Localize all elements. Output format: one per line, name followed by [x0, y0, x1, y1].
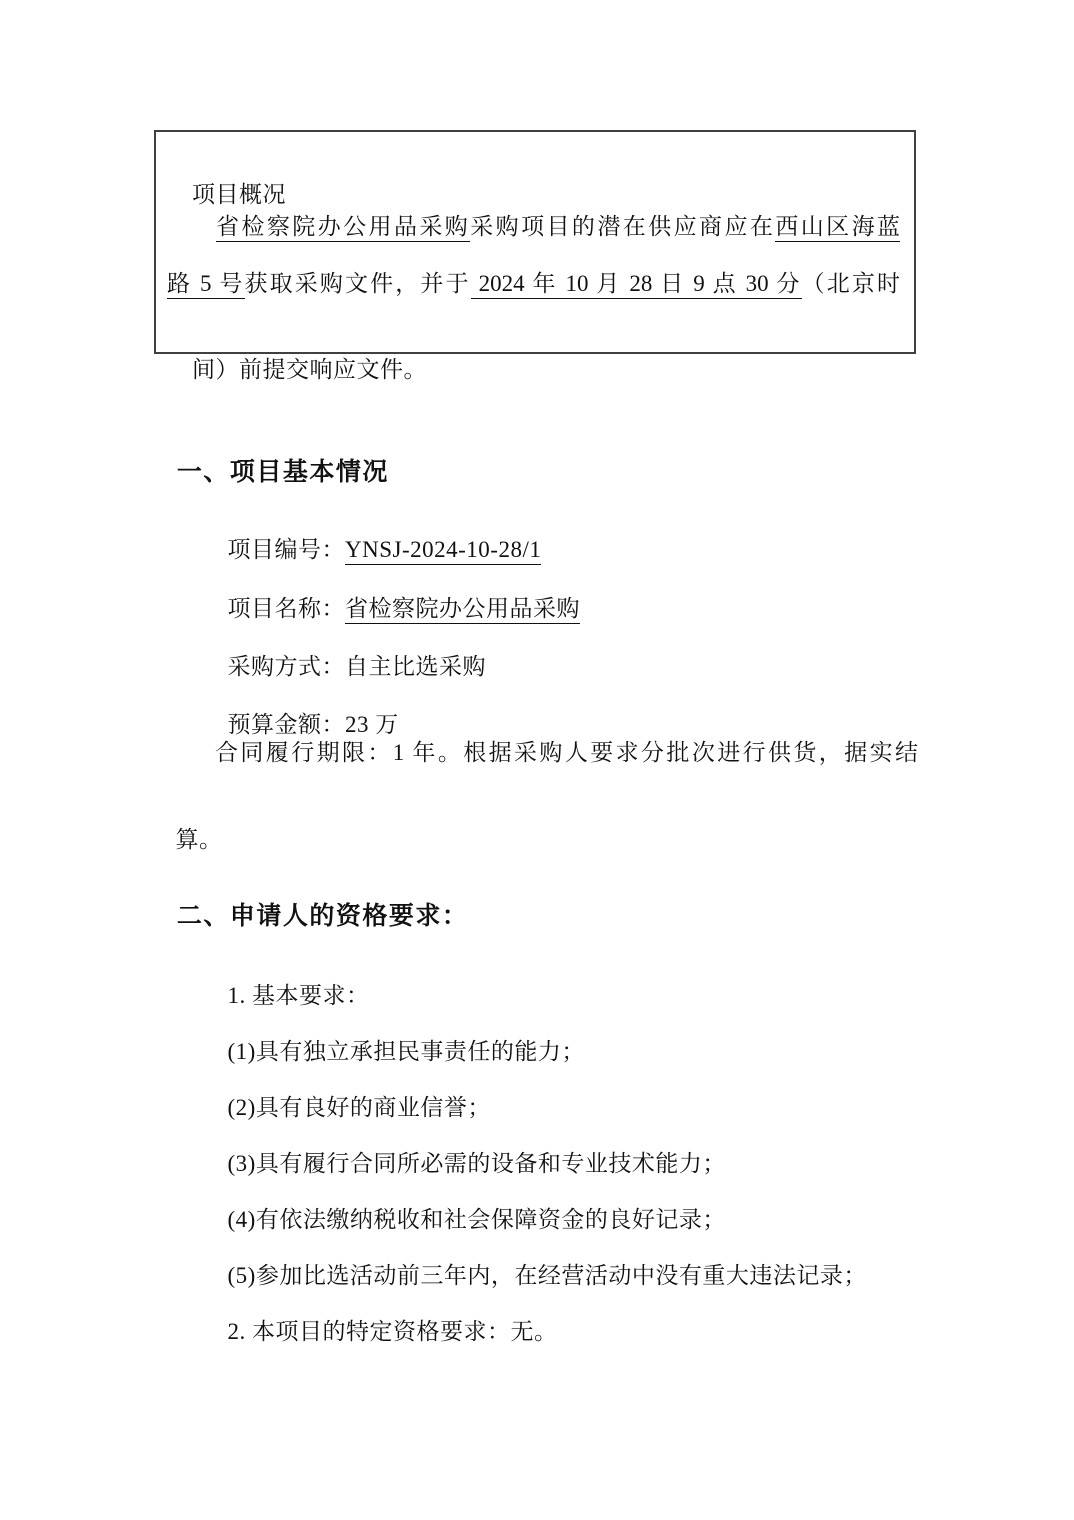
requirement-item-text: (3)具有履行合同所必需的设备和专业技术能力；: [227, 1151, 726, 1176]
requirement-item-3: [215, 1119, 726, 1179]
overview-line2-plain: 获取采购文件，并于: [244, 271, 471, 296]
field-project-name-label: 项目名称：: [227, 596, 345, 621]
requirement-item-2: [215, 1063, 491, 1123]
overview-line3-text: 间）前提交响应文件。: [192, 357, 427, 382]
requirement-item-text: 2. 本项目的特定资格要求：无。: [227, 1319, 558, 1344]
section1-heading: [160, 423, 389, 488]
overview-line2-tail: （北京时: [801, 271, 901, 296]
overview-title-text: 项目概况: [192, 182, 286, 207]
address-underlined-part1: 西山区海蓝: [775, 214, 900, 242]
overview-paragraph-line-3: [167, 325, 900, 415]
field-project-name: [215, 564, 580, 624]
project-overview-box: [154, 130, 916, 382]
field-budget-text: 预算金额：23 万: [227, 712, 399, 737]
requirement-item-1: [215, 1007, 585, 1067]
deadline-underlined: 2024 年 10 月 28 日 9 点 30 分: [471, 271, 802, 299]
field-procurement-method: [215, 622, 486, 682]
requirement-item-text: (2)具有良好的商业信誉；: [227, 1095, 491, 1120]
field-procurement-method-text: 采购方式：自主比选采购: [227, 654, 486, 679]
field-contract-term-text: 合同履行期限：1 年。根据采购人要求分批次进行供货，据实结: [215, 740, 918, 765]
requirement-item-text: (1)具有独立承担民事责任的能力；: [227, 1039, 585, 1064]
requirement-item-4: [215, 1175, 726, 1235]
field-contract-term-line-1: [163, 738, 918, 768]
section2-heading: [160, 867, 468, 932]
field-project-number: [215, 505, 541, 565]
field-project-number-label: 项目编号：: [227, 537, 345, 562]
requirement-item-text: (4)有依法缴纳税收和社会保障资金的良好记录；: [227, 1207, 726, 1232]
overview-paragraph-line-1: [167, 212, 900, 242]
field-project-number-value: YNSJ-2024-10-28/1: [345, 537, 541, 565]
requirement-item-specific: [215, 1287, 558, 1347]
field-contract-term-line-2: [163, 795, 223, 855]
requirement-item-text: (5)参加比选活动前三年内，在经营活动中没有重大违法记录；: [227, 1263, 867, 1288]
requirement-item-basic: [215, 951, 370, 1011]
section2-heading-text: 二、申请人的资格要求：: [176, 902, 469, 930]
field-project-name-value: 省检察院办公用品采购: [345, 596, 580, 624]
field-budget: [215, 680, 399, 740]
address-underlined-part2: 路 5 号: [167, 271, 245, 299]
project-name-underlined: 省检察院办公用品采购: [216, 214, 470, 242]
overview-line1-plain: 采购项目的潜在供应商应在: [470, 214, 776, 239]
section1-heading-text: 一、项目基本情况: [176, 458, 389, 486]
requirement-item-5: [215, 1231, 867, 1291]
requirement-item-text: 1. 基本要求：: [227, 983, 370, 1008]
overview-paragraph-line-2: [167, 269, 900, 299]
field-contract-term-tail: 算。: [175, 827, 223, 852]
